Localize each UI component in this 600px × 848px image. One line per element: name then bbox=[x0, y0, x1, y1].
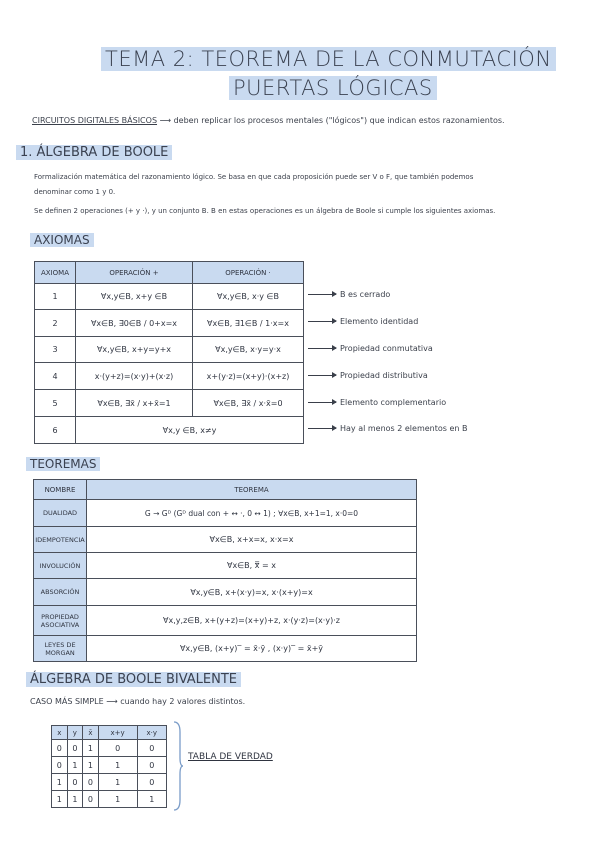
truth-cell: 0 bbox=[137, 774, 167, 791]
teoremas-heading: TEOREMAS bbox=[26, 457, 100, 471]
teorema-name: IDEMPOTENCIA bbox=[34, 527, 87, 553]
axioma-op-plus: ∀x∈B, ∃x̄ / x+x̄=1 bbox=[76, 390, 193, 417]
arrow-icon: ⟶ bbox=[159, 116, 172, 125]
axioma-op-plus: x·(y+z)=(x·y)+(x·z) bbox=[76, 363, 193, 390]
truth-cell: 1 bbox=[98, 791, 137, 808]
title-line-2: PUERTAS LÓGICAS bbox=[229, 76, 437, 100]
intro-text: deben replicar los procesos mentales ("lógicos") que indican estos razonamientos. bbox=[173, 116, 505, 125]
axiomas-header-axioma: AXIOMA bbox=[35, 262, 76, 284]
teorema-value: ∀x,y∈B, (x+y)‾ = x̄·ȳ , (x·y)‾ = x̄+ȳ bbox=[87, 636, 417, 662]
teorema-value: ∀x,y∈B, x+(x·y)=x, x·(x+y)=x bbox=[87, 579, 417, 606]
arrow-icon bbox=[308, 348, 336, 349]
axioma-op-dot: ∀x∈B, ∃1∈B / 1·x=x bbox=[193, 310, 304, 337]
axioma-number: 1 bbox=[35, 284, 76, 310]
truth-cell: 1 bbox=[83, 740, 99, 757]
truth-cell: 1 bbox=[52, 791, 68, 808]
truth-cell: 0 bbox=[67, 774, 83, 791]
truth-table bbox=[51, 725, 167, 808]
truth-cell: 0 bbox=[137, 740, 167, 757]
axioma-op-dot: ∀x,y∈B, x·y=y·x bbox=[193, 337, 304, 363]
truth-cell: 1 bbox=[137, 791, 167, 808]
intro-label: CIRCUITOS DIGITALES BÁSICOS bbox=[32, 116, 158, 125]
axiomas-header-op-dot: OPERACIÓN · bbox=[193, 262, 304, 284]
arrow-icon bbox=[308, 402, 336, 403]
axioma-note-3: Propiedad conmutativa bbox=[308, 344, 433, 353]
axioma-note-2: Elemento identidad bbox=[308, 317, 418, 326]
section-heading-algebra: 1. ÁLGEBRA DE BOOLE bbox=[16, 145, 172, 160]
truth-cell: 0 bbox=[52, 740, 68, 757]
truth-cell: 1 bbox=[67, 791, 83, 808]
truth-cell: 0 bbox=[83, 774, 99, 791]
teoremas-header-nombre: NOMBRE bbox=[34, 480, 87, 500]
teorema-value: G → Gᴰ (Gᴰ dual con + ↔ ·, 0 ↔ 1) ; ∀x∈B, x+1=1, x·0=0 bbox=[87, 500, 417, 527]
teorema-value: ∀x∈B, x+x=x, x·x=x bbox=[87, 527, 417, 553]
truth-header-and: x·y bbox=[137, 726, 167, 740]
arrow-icon bbox=[308, 321, 336, 322]
truth-cell: 1 bbox=[98, 757, 137, 774]
teorema-name: ABSORCIÓN bbox=[34, 579, 87, 606]
truth-cell: 0 bbox=[137, 757, 167, 774]
curly-brace-icon bbox=[172, 720, 184, 812]
bivalente-heading: ÁLGEBRA DE BOOLE BIVALENTE bbox=[26, 672, 241, 687]
bivalente-subtitle bbox=[30, 697, 245, 706]
teorema-name: PROPIEDAD ASOCIATIVA bbox=[34, 606, 87, 636]
truth-cell: 1 bbox=[67, 757, 83, 774]
truth-cell: 0 bbox=[83, 791, 99, 808]
axioma-op-dot: ∀x,y∈B, x·y ∈B bbox=[193, 284, 304, 310]
arrow-icon bbox=[308, 375, 336, 376]
teoremas-header-teorema: TEOREMA bbox=[87, 480, 417, 500]
truth-header-y: y bbox=[67, 726, 83, 740]
truth-cell: 0 bbox=[98, 740, 137, 757]
axioma-op-dot: x+(y·z)=(x+y)·(x+z) bbox=[193, 363, 304, 390]
axioma-note-6: Hay al menos 2 elementos en B bbox=[308, 424, 468, 433]
arrow-icon bbox=[308, 428, 336, 429]
truth-cell: 1 bbox=[83, 757, 99, 774]
axioma-merged: ∀x,y ∈B, x≠y bbox=[76, 417, 304, 444]
axioma-op-dot: ∀x∈B, ∃x̄ / x·x̄=0 bbox=[193, 390, 304, 417]
truth-header-x: x bbox=[52, 726, 68, 740]
axiomas-header-op-plus: OPERACIÓN + bbox=[76, 262, 193, 284]
axioma-number: 5 bbox=[35, 390, 76, 417]
axioma-number: 4 bbox=[35, 363, 76, 390]
title-line-1: TEMA 2: TEOREMA DE LA CONMUTACIÓN bbox=[101, 47, 556, 71]
arrow-icon bbox=[308, 294, 336, 295]
truth-header-not-x: x̄ bbox=[83, 726, 99, 740]
teorema-name: INVOLUCIÓN bbox=[34, 553, 87, 579]
teorema-name: DUALIDAD bbox=[34, 500, 87, 527]
axioma-note-5: Elemento complementario bbox=[308, 398, 446, 407]
axioma-op-plus: ∀x,y∈B, x+y=y+x bbox=[76, 337, 193, 363]
truth-cell: 1 bbox=[52, 774, 68, 791]
truth-cell: 1 bbox=[98, 774, 137, 791]
truth-table-label: TABLA DE VERDAD bbox=[188, 752, 273, 762]
truth-cell: 0 bbox=[67, 740, 83, 757]
axioma-number: 6 bbox=[35, 417, 76, 444]
axioma-note-1: B es cerrado bbox=[308, 290, 390, 299]
axioma-op-plus: ∀x,y∈B, x+y ∈B bbox=[76, 284, 193, 310]
section1-para1-line2: denominar como 1 y 0. bbox=[34, 188, 116, 196]
section1-para2: Se definen 2 operaciones (+ y ·), y un conjunto B. B en estas operaciones es un álgebra de Boole si cumple los siguientes axiomas. bbox=[34, 207, 496, 215]
truth-header-or: x+y bbox=[98, 726, 137, 740]
bivalente-subtitle-text: cuando hay 2 valores distintos. bbox=[120, 697, 246, 706]
axioma-number: 3 bbox=[35, 337, 76, 363]
teorema-value: ∀x∈B, x̿ = x bbox=[87, 553, 417, 579]
teorema-value: ∀x,y,z∈B, x+(y+z)=(x+y)+z, x·(y·z)=(x·y)·z bbox=[87, 606, 417, 636]
bivalente-subtitle-label: CASO MÁS SIMPLE bbox=[30, 697, 104, 706]
intro-line bbox=[32, 116, 505, 125]
truth-cell: 0 bbox=[52, 757, 68, 774]
axioma-note-4: Propiedad distributiva bbox=[308, 371, 428, 380]
axiomas-heading: AXIOMAS bbox=[30, 233, 94, 247]
arrow-icon: ⟶ bbox=[106, 697, 118, 706]
axioma-op-plus: ∀x∈B, ∃0∈B / 0+x=x bbox=[76, 310, 193, 337]
teoremas-table bbox=[33, 479, 417, 662]
axioma-number: 2 bbox=[35, 310, 76, 337]
teorema-name: LEYES DE MORGAN bbox=[34, 636, 87, 662]
axiomas-table bbox=[34, 261, 304, 444]
section1-para1-line1: Formalización matemática del razonamiento lógico. Se basa en que cada proposición puede ser V o F, que también podemos bbox=[34, 173, 474, 181]
